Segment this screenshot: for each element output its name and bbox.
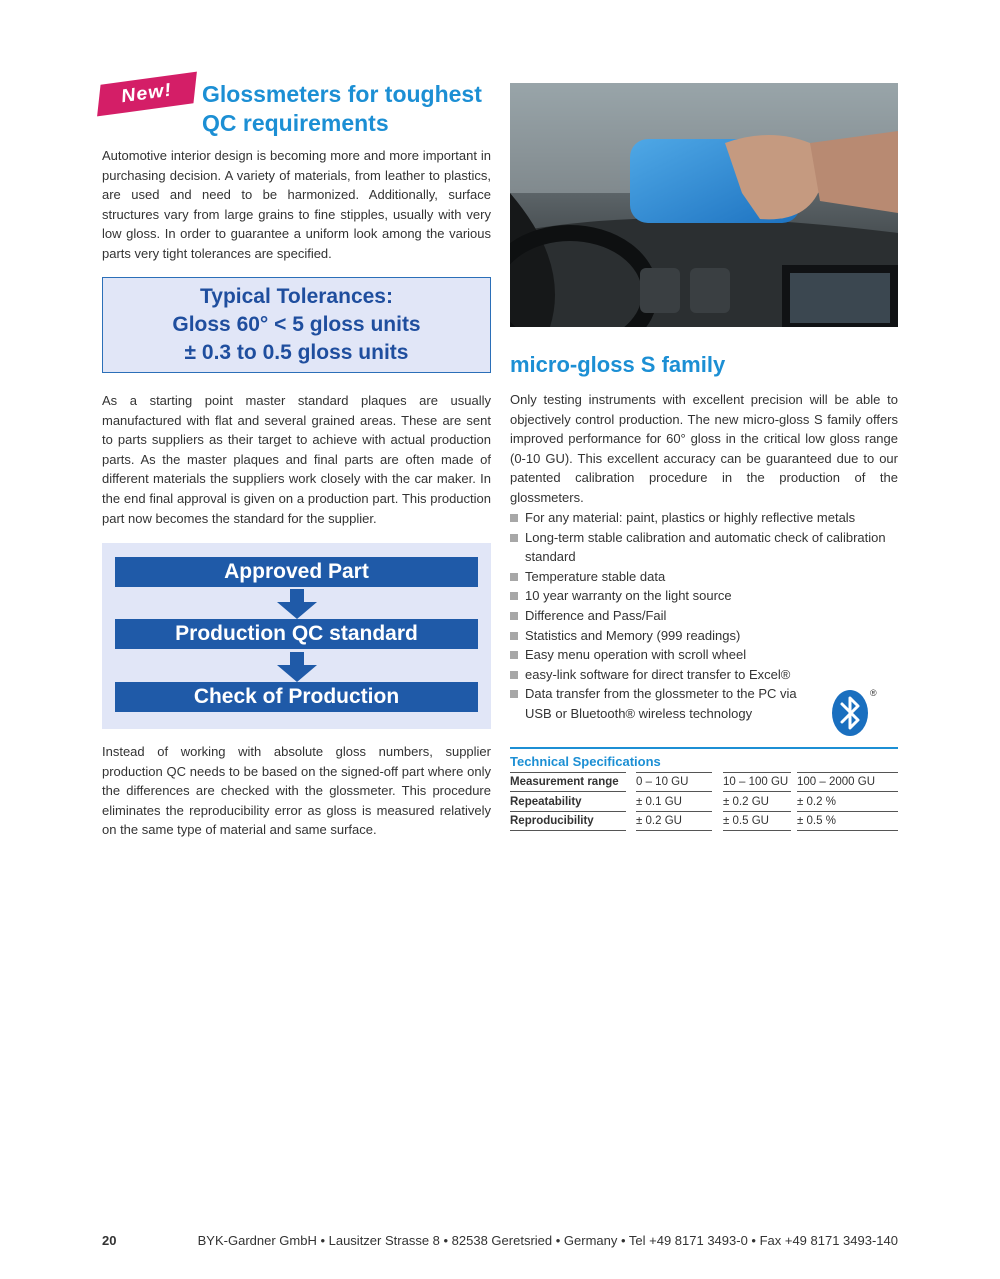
page-title — [202, 80, 502, 138]
page-number: 20 — [102, 1233, 117, 1248]
down-arrow-icon — [277, 589, 317, 619]
tolerances-heading: Typical Tolerances: — [200, 285, 393, 308]
list-item: For any material: paint, plastics or highly reflective metals — [510, 508, 895, 528]
list-item: Easy menu operation with scroll wheel — [510, 645, 895, 665]
spec-cell: ± 0.2 GU — [636, 812, 712, 831]
spec-cell: ± 0.1 GU — [636, 793, 712, 812]
company-address: BYK-Gardner GmbH • Lausitzer Strasse 8 • 82538 Geretsried • Germany • Tel +49 8171 3493-0 • Fax +49 8171 3493-140 — [197, 1233, 898, 1248]
spec-row-label: Reproducibility — [510, 812, 626, 831]
intro-paragraph: Automotive interior design is becoming more and more important in purchasing decision. A variety of materials, from leather to plastics, are used and need to be harmonized. Additionally, surface structures vary from large grains to fine stipples, usually with very low gloss. In order to guarantee a uniform look among the various parts very tight tolerances are specified. — [102, 148, 491, 261]
spec-cell: 100 – 2000 GU — [797, 773, 898, 792]
list-item: 10 year warranty on the light source — [510, 586, 895, 606]
flow-step-check-production: Check of Production — [115, 682, 478, 712]
list-item: Statistics and Memory (999 readings) — [510, 626, 895, 646]
spec-cell: ± 0.5 GU — [723, 812, 791, 831]
relative-gloss-paragraph: Instead of working with absolute gloss numbers, supplier production QC needs to be based on the signed-off part where only the differences are checked with the glossmeter. This procedure eliminates the reproducibility error as gloss is measured relatively on the same type of material and same surface. — [102, 744, 491, 838]
tolerances-gloss: Gloss 60° < 5 gloss units — [172, 313, 421, 336]
spec-row-label: Measurement range — [510, 773, 626, 792]
list-item: Long-term stable calibration and automatic check of calibration standard — [510, 528, 895, 567]
tolerances-range: ± 0.3 to 0.5 gloss units — [184, 341, 409, 364]
flow-step-approved-part: Approved Part — [115, 557, 478, 587]
spec-table — [510, 773, 898, 831]
spec-divider — [510, 747, 898, 749]
list-item: easy-link software for direct transfer to Excel® — [510, 665, 895, 685]
new-badge-label: New! — [120, 80, 174, 107]
spec-title: Technical Specifications — [510, 754, 661, 769]
spec-cell: ± 0.2 % — [797, 793, 898, 812]
list-item: Difference and Pass/Fail — [510, 606, 895, 626]
glossmeter-dashboard-photo — [510, 83, 898, 327]
page-title-line-1: Glossmeters for toughest — [202, 81, 482, 107]
spec-cell: 0 – 10 GU — [636, 773, 712, 792]
new-badge — [97, 72, 197, 117]
bluetooth-registered-mark: ® — [870, 688, 877, 698]
flow-step-production-qc: Production QC standard — [115, 619, 478, 649]
qc-flow-diagram — [102, 543, 491, 729]
spec-row-label: Repeatability — [510, 793, 626, 812]
page-title-line-2: QC requirements — [202, 110, 389, 136]
master-standard-paragraph: As a starting point master standard plaques are usually manufactured with flat and several grained areas. These are sent to parts suppliers as their target to achieve with actual production parts. As the master plaques and final parts are often made of different materials the suppliers work closely with the car maker. In the end final approval is given on a production part. This production part now becomes the standard for the supplier. — [102, 393, 491, 526]
down-arrow-icon — [277, 652, 317, 682]
bluetooth-icon — [830, 686, 878, 738]
list-item: Data transfer from the glossmeter to the PC via USB or Bluetooth® wireless technology — [510, 684, 810, 723]
section-title-micro-gloss: micro-gloss S family — [510, 352, 726, 377]
tolerances-box — [102, 277, 491, 373]
micro-gloss-paragraph: Only testing instruments with excellent precision will be able to objectively control production. The new micro-gloss S family offers improved performance for 60° gloss in the critical low gloss range (0-10 GU). This excellent accuracy can be guaranteed due to our patented calibration procedure in the production of the glossmeters. — [510, 392, 898, 505]
list-item: Temperature stable data — [510, 567, 895, 587]
spec-cell: ± 0.5 % — [797, 812, 898, 831]
spec-cell: 10 – 100 GU — [723, 773, 791, 792]
spec-cell: ± 0.2 GU — [723, 793, 791, 812]
